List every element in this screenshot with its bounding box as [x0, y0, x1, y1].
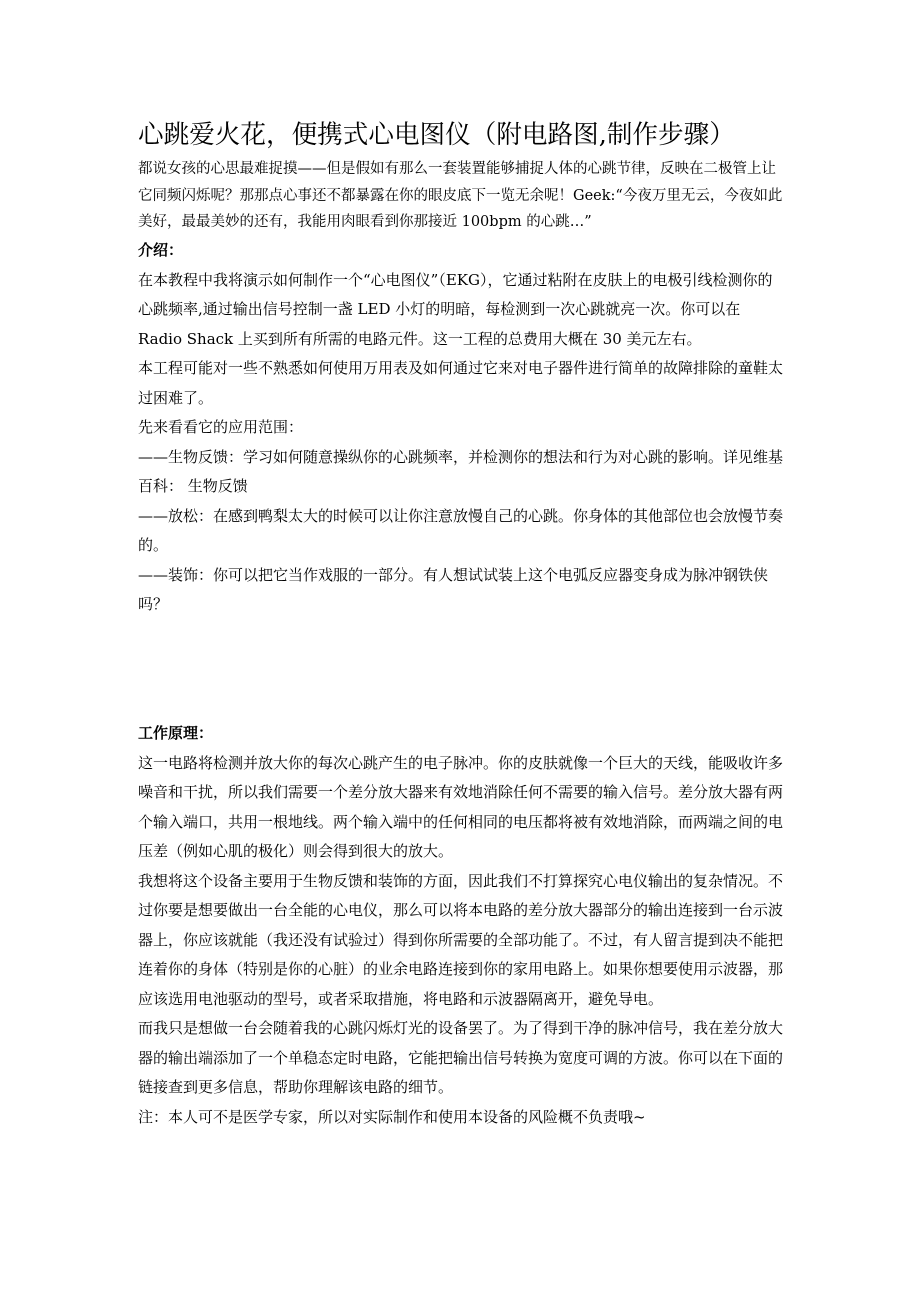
paragraph: 而我只是想做一台会随着我的心跳闪烁灯光的设备罢了。为了得到干净的脉冲信号，我在差分放大器的输出端添加了一个单稳态定时电路，它能把输出信号转换为宽度可调的方波。你可以在下面的链接查到更多信息，帮助你理解该电路的细节。	[138, 1019, 784, 1096]
document-title: 心跳爱火花，便携式心电图仪（附电路图,制作步骤）	[138, 120, 735, 150]
paragraph: 这一电路将检测并放大你的每次心跳产生的电子脉冲。你的皮肤就像一个巨大的天线，能吸收许多噪音和干扰，所以我们需要一个差分放大器来有效地消除任何不需要的输入信号。差分放大器有两个输入端口，共用一根地线。两个输入端中的任何相同的电压都将被有效地消除，而两端之间的电压差（例如心肌的极化）则会得到很大的放大。	[138, 753, 784, 860]
section-heading-working-principle: 工作原理：	[138, 724, 214, 742]
list-item: ——生物反馈：学习如何随意操纵你的心跳频率，并检测你的想法和行为对心跳的影响。详见维基百科： 生物反馈	[138, 447, 784, 495]
paragraph: 我想将这个设备主要用于生物反馈和装饰的方面，因此我们不打算探究心电仪输出的复杂情况。不过你要是想要做出一台全能的心电仪，那么可以将本电路的差分放大器部分的输出连接到一台示波器上，你应该就能（我还没有试验过）得到你所需要的全部功能了。不过，有人留言提到决不能把连着你的身体（特别是你的心脏）的业余电路连接到你的家用电路上。如果你想要使用示波器，那应该选用电池驱动的型号，或者采取措施，将电路和示波器隔离开，避免导电。	[138, 871, 784, 1008]
list-item: ——装饰：你可以把它当作戏服的一部分。有人想试试装上这个电弧反应器变身成为脉冲钢铁侠吗？	[138, 565, 769, 613]
intro-paragraph	[138, 156, 786, 236]
paragraph: 在本教程中我将演示如何制作一个“心电图仪”（EKG），它通过粘附在皮肤上的电极引线检测你的心跳频率,通过输出信号控制一盏 LED 小灯的明暗，每检测到一次心跳就亮一次。你可以在 Radio Shack 上买到所有所需的电路元件。这一工程的总费用大概在 30 美元左右。	[138, 270, 773, 348]
note-paragraph: 注：本人可不是医学专家，所以对实际制作和使用本设备的风险概不负责哦~	[138, 1107, 646, 1126]
section-working-principle	[138, 719, 784, 1132]
section-introduction	[138, 236, 784, 620]
paragraph: 先来看看它的应用范围：	[138, 418, 304, 436]
section-heading-introduction: 介绍：	[138, 241, 184, 259]
intro-text: 都说女孩的心思最难捉摸——但是假如有那么一套装置能够捕捉人体的心跳节律，反映在二极管上让它同频闪烁呢？那那点心事还不都暴露在你的眼皮底下一览无余呢！Geek:“今夜万里无云，今夜如此美好，最最美妙的还有，我能用肉眼看到你那接近 100bpm 的心跳…”	[138, 161, 783, 230]
paragraph: 本工程可能对一些不熟悉如何使用万用表及如何通过它来对电子器件进行简单的故障排除的童鞋太过困难了。	[138, 359, 784, 407]
list-item: ——放松：在感到鸭梨太大的时候可以让你注意放慢自己的心跳。你身体的其他部位也会放慢节奏的。	[138, 506, 784, 554]
